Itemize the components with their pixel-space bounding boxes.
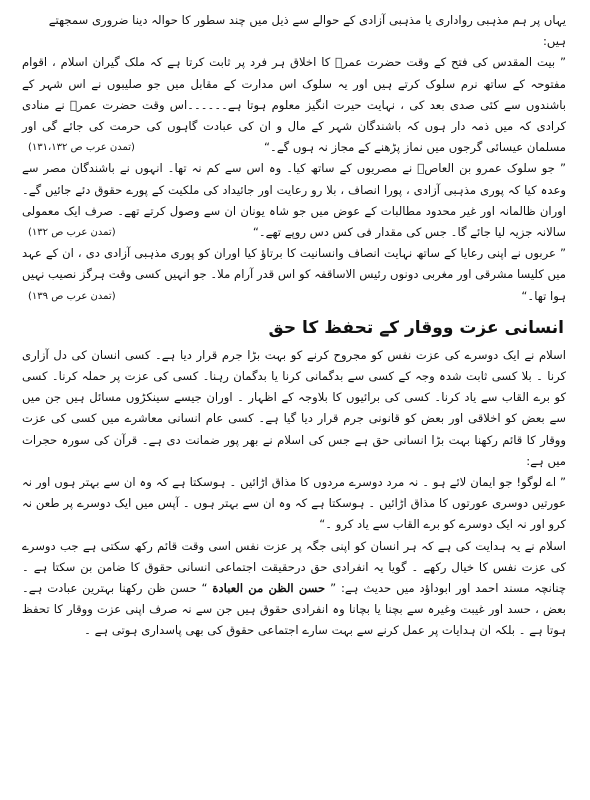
section-heading: انسانی عزت ووقار کے تحفظ کا حق	[268, 317, 564, 338]
hadith-paragraph	[22, 536, 566, 642]
dignity-paragraph: اسلام نے ایک دوسرے کی عزت نفس کو مجروح کرنے کو بہت بڑا جرم قرار دیا ہے۔ کسی انسان کی دل آزاری کرنا ۔ بلا کسی ثابت شدہ وجہ کے کسی سے بدگمانی کرنا یا بدگمان رہنا۔ کسی کی عزت پر حملہ کرنا۔ کسی کو برے القاب سے یاد کرنا۔ کسی کی برائیوں کا بلاوجہ کے اظہار ۔ اوران جیسے سینکڑوں مسائل ہیں جن میں سے بعض کو اخلاقی اور بعض کو قانونی جرم قرار دیا گیا ہے۔ کسی عام انسانی معاشرے میں کسی کی عزت ووقار کا قائم رکھنا بہت بڑا انسانی حق ہے جس کی اسلام نے بھر پور ضمانت دی ہے۔ قرآن کی سورہ حجرات میں ہے:	[22, 347, 566, 468]
intro-line-2: ہیں:	[542, 34, 566, 49]
quote-egypt	[22, 158, 566, 243]
hadith-paragraph-after: “ حسن ظن رکھنا بہترین عبادت ہے۔ بعض ، حسد اور غیبت وغیرہ سے بچنا یا بچانا وہ انفرادی حقوق ہیں جن سے نہ صرف اپنی عزت ووقار کا تحفظ ہوتا ہے ۔ بلکہ ان ہدایات پر عمل کرنے سے بہت سارے اجتماعی حقوق کی بھی پاسداری ہوتی ہے ۔	[22, 581, 566, 638]
quote-arabs	[22, 243, 566, 307]
hadith-paragraph-before: اسلام نے یہ ہدایت کی ہے کہ ہر انسان کو اپنی جگہ پر عزت نفس اسی وقت قائم رکھ سکتی ہے جب دوسرے کی عزت نفس کا خیال رکھے ۔ گویا یہ انفرادی حق درحقیقت اجتماعی انسانی حقوق کا ضامن بن سکتا ہے ۔ چنانچہ مسند احمد اور ابوداؤد میں حدیث ہے: ”	[22, 538, 567, 596]
quote-jerusalem-text: ” بیت المقدس کی فتح کے وقت حضرت عمرؓ کا اخلاق ہر فرد پر ثابت کرتا ہے کہ ملک گیران اسلام ، اقوام مفتوحہ کے ساتھ نرم سلوک کرتے ہیں اور یہ سلوک اس مدارت کے مقابل میں جو صلیبوں نے اس شہر کے باشندوں سے کئی صدی بعد کی ، نہایت حیرت انگیز معلوم ہوتا ہے۔۔۔۔۔۔اس وقت حضرت عمرؓ نے منادی کرادی کہ میں ذمہ دار ہوں کہ باشندگان شہر کے مال و ان کی عبادت گاہوں کی حرمت کی جائے گی اور مسلمان عیسائی گرجوں میں نماز پڑھنے کے مجاز نہ ہوں گے۔“	[22, 55, 566, 155]
intro-paragraph	[22, 10, 566, 52]
quote-egypt-text: ” جو سلوک عمرو بن العاصؓ نے مصریوں کے ساتھ کیا۔ وہ اس سے کم نہ تھا۔ انہوں نے باشندگان مصر سے وعدہ کیا کہ پوری مذہبی آزادی ، پورا انصاف ، بلا رو رعایت اور جائیداد کی ملکیت کے پورے حقوق دئے جائیں گے۔ اوران ظالمانہ اور غیر محدود مطالبات کے عوض میں جو شاہ یونان ان سے وصول کرتے تھے۔ صرف ایک معمولی سالانہ جزیہ لیا جائے گا۔ جس کی مقدار فی کس دس روپے تھے۔“	[22, 161, 566, 240]
citation-3: (تمدن عرب ص ۱۳۹)	[28, 290, 116, 302]
intro-line-1: یہاں پر ہم مذہبی رواداری یا مذہبی آزادی کے حوالے سے ذیل میں چند سطور کا حوالہ دینا ضروری سمجھتے	[48, 13, 566, 27]
quote-jerusalem	[22, 52, 566, 158]
citation-2: (تمدن عرب ص ۱۳۲)	[28, 227, 116, 239]
citation-1: (تمدن عرب ص ۱۳۱،۱۳۲)	[28, 142, 135, 154]
verse-quote: ” اے لوگو! جو ایمان لائے ہو ۔ نہ مرد دوسرے مردوں کا مذاق اڑائیں ۔ ہوسکتا ہے کہ وہ ان سے بہتر ہوں اور نہ عورتیں دوسری عورتوں کا مذاق اڑائیں ۔ ہوسکتا ہے کہ وہ ان سے بہتر ہوں ۔ آپس میں ایک دوسرے پر طعن نہ کرو اور نہ ایک دوسرے کو برے القاب سے یاد کرو ۔“	[22, 475, 566, 532]
quote-arabs-text: ” عربوں نے اپنی رعایا کے ساتھ نہایت انصاف وانسانیت کا برتاؤ کیا اوران کو پوری مذہبی آزادی دی ، ان کے عہد میں کلیسا مشرقی اور مغربی دونوں رئیس الاساقفہ کو اس قدر آرام ملا۔ جو انہیں کسی وقت ہرگز نصیب نہیں ہوا تھا۔“	[22, 246, 566, 303]
hadith-arabic-text: حسن الظن من العبادة	[212, 581, 326, 596]
